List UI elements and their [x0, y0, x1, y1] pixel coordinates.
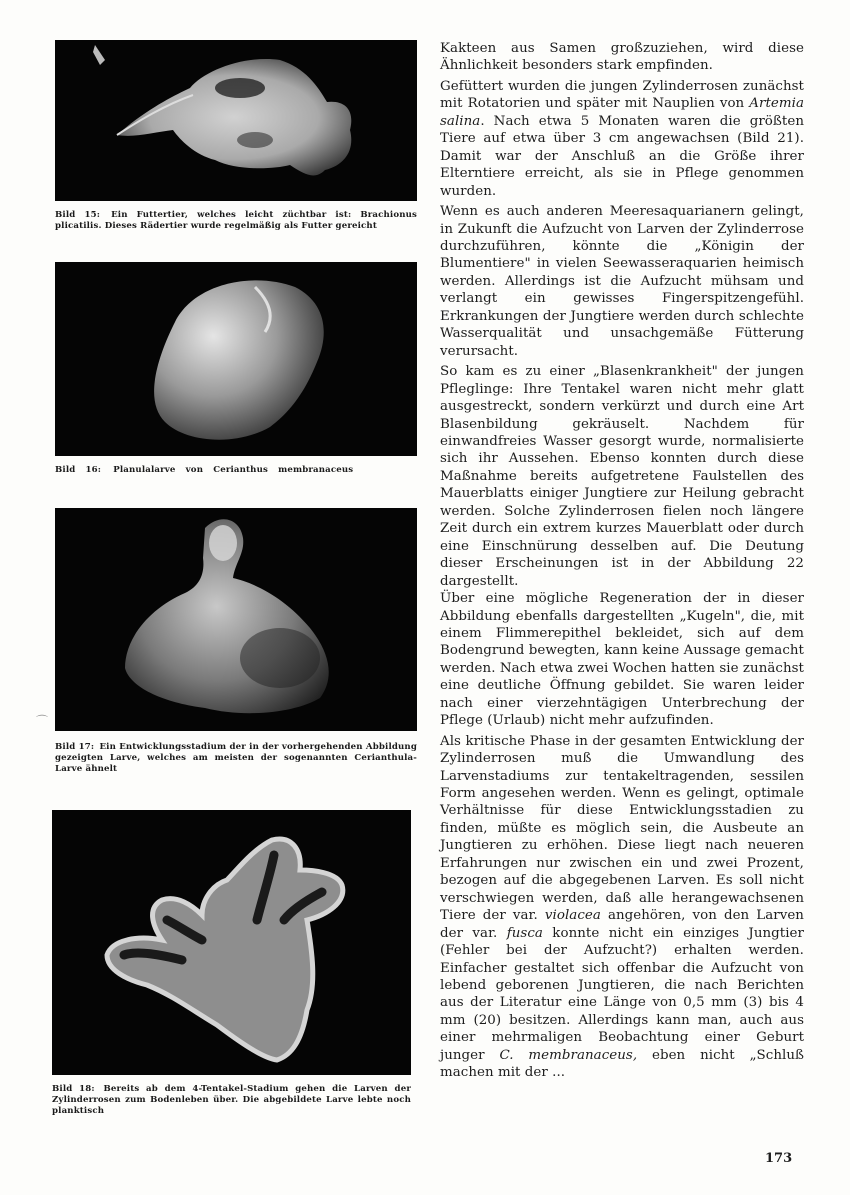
- paragraph-6-text-a: Als kritische Phase in der gesamten Entwicklung der Zylinderrosen muß die Umwandlung des Larvenstadiums zur tentakeltragenden, sessilen Form angesehen werden. Wenn es gelingt, optimale Verhältnisse für diese Entwicklungsstadien zu finden, müßte es möglich sein, die Ausbeute an Jungtieren zu erhöhen. Diese liegt nach neueren Erfahrungen nur zwischen ein und zwei Prozent, bezogen auf die abgegebenen Larven. Es soll nicht verschwiegen werden, daß alle herangewachsenen Tiere der var.: [440, 733, 804, 924]
- figure-17-caption-text: Ein Entwicklungsstadium der in der vorhergehenden Abbildung gezeigten Larve, welches am meisten der sogenannten Cerianthula-Larve ähnelt: [55, 742, 417, 774]
- page-number: 173: [765, 1151, 793, 1166]
- paragraph-4: So kam es zu einer „Blasenkrankheit" der jungen Pfleglinge: Ihre Tentakel waren nicht mehr glatt ausgestreckt, sondern verkürzt und durch eine Art Blasenbildung gekräuselt. Nachdem für einwandfreies Wasser gesorgt wurde, normalisierte sich ihr Aussehen. Ebenso konnten durch diese Maßnahme bereits aufgetretene Faulstellen des Mauerblatts einiger Jungtiere zur Heilung gebracht werden. Solche Zylinderrosen fielen noch längere Zeit durch ein extrem kurzes Mauerblatt oder durch eine Einschnürung desselben auf. Die Deutung dieser Erscheinungen ist in der Abbildung 22 dargestellt.: [440, 364, 804, 589]
- figure-18-number: Bild 18:: [52, 1084, 95, 1094]
- figure-15-number: Bild 15:: [55, 210, 101, 220]
- paragraph-6-text-c: konnte nicht ein einziges Jungtier (Fehler bei der Aufzucht?) erhalten werden. Einfacher gestaltet sich offenbar die Aufzucht von lebend geborenen Jungtieren, die nach Berichten aus der Literatur eine Länge von 0,5 mm (3) bis 4 mm (20) besitzen. Allerdings kann man, auch aus einer mehrmaligen Beobachtung einer Geburt junger: [440, 925, 804, 1063]
- figure-16-caption: [55, 465, 417, 476]
- paragraph-2: [440, 78, 804, 200]
- figure-17-caption: [55, 742, 417, 775]
- planula-larva-image: [55, 262, 417, 456]
- figure-16-photo: [55, 262, 417, 456]
- species-name-artemia: Artemia salina: [440, 96, 804, 129]
- paragraph-6-text-b: angehören, von den Larven der var.: [440, 908, 804, 941]
- figure-16-number: Bild 16:: [55, 465, 102, 475]
- figure-15-caption: [55, 210, 417, 232]
- paragraph-3: Wenn es auch anderen Meeresaquarianern gelingt, in Zukunft die Aufzucht von Larven der Zylinderrose durchzuführen, könnte die „Königin der Blumentiere" in vielen Seewasseraquarien heimisch werden. Allerdings ist die Aufzucht mühsam und verlangt ein gewisses Fingerspitzengefühl. Erkrankungen der Jungtiere werden durch schlechte Wasserqualität und unsachgemäße Fütterung verursacht.: [440, 204, 804, 359]
- rotifer-image: [55, 40, 417, 201]
- body-text-column: [440, 40, 804, 1085]
- figure-17-photo: [55, 508, 417, 731]
- paragraph-5: Über eine mögliche Regeneration der in dieser Abbildung ebenfalls dargestellten „Kugeln", die, mit einem Flimmerepithel bekleidet, sich auf dem Bodengrund bewegten, kann keine Aussage gemacht werden. Nach etwa zwei Wochen hatten sie zunächst eine deutliche Öffnung gebildet. Sie waren leider nach einer vierzehntägigen Unterbrechung der Pflege (Urlaub) nicht mehr aufzufinden.: [440, 591, 804, 729]
- species-name-c-membranaceus: C. membranaceus,: [499, 1047, 638, 1063]
- figure-17-number: Bild 17:: [55, 742, 95, 752]
- variety-violacea: violacea: [544, 908, 601, 924]
- variety-fusca: fusca: [506, 925, 543, 941]
- cerianthula-larva-image: [55, 508, 417, 731]
- figure-15-caption-text: Ein Futtertier, welches leicht züchtbar ist: Brachionus plicatilis. Dieses Rädertier wurde regelmäßig als Futter gereicht: [55, 210, 417, 231]
- paragraph-6-text-d: eben nicht „Schluß machen mit der ...: [440, 1047, 805, 1081]
- paragraph-2-text-b: . Nach etwa 5 Monaten waren die größten Tiere auf etwa über 3 cm angewachsen (Bild 21). Damit war der Anschluß an die Größe ihrer Elterntiere erreicht, als sie in Pflege genommen wurden.: [440, 113, 804, 199]
- figure-18-photo: [52, 810, 411, 1075]
- figure-16-caption-text: Planulalarve von Cerianthus membranaceus: [113, 465, 354, 475]
- four-tentacle-larva-image: [52, 810, 411, 1075]
- figure-15-photo: [55, 40, 417, 201]
- figure-18-caption: [52, 1084, 411, 1117]
- figure-18-caption-text: Bereits ab dem 4-Tentakel-Stadium gehen die Larven der Zylinderrosen zum Bodenleben über. Die abgebildete Larve lebte noch planktisch: [52, 1084, 411, 1116]
- paragraph-6: [440, 733, 804, 1082]
- paragraph-2-text-a: Gefüttert wurden die jungen Zylinderrosen zunächst mit Rotatorien und später mit Nauplien von: [440, 78, 804, 112]
- paragraph-1: Kakteen aus Samen großzuziehen, wird diese Ähnlichkeit besonders stark empfinden.: [440, 41, 804, 74]
- margin-mark: ⌒: [36, 714, 49, 728]
